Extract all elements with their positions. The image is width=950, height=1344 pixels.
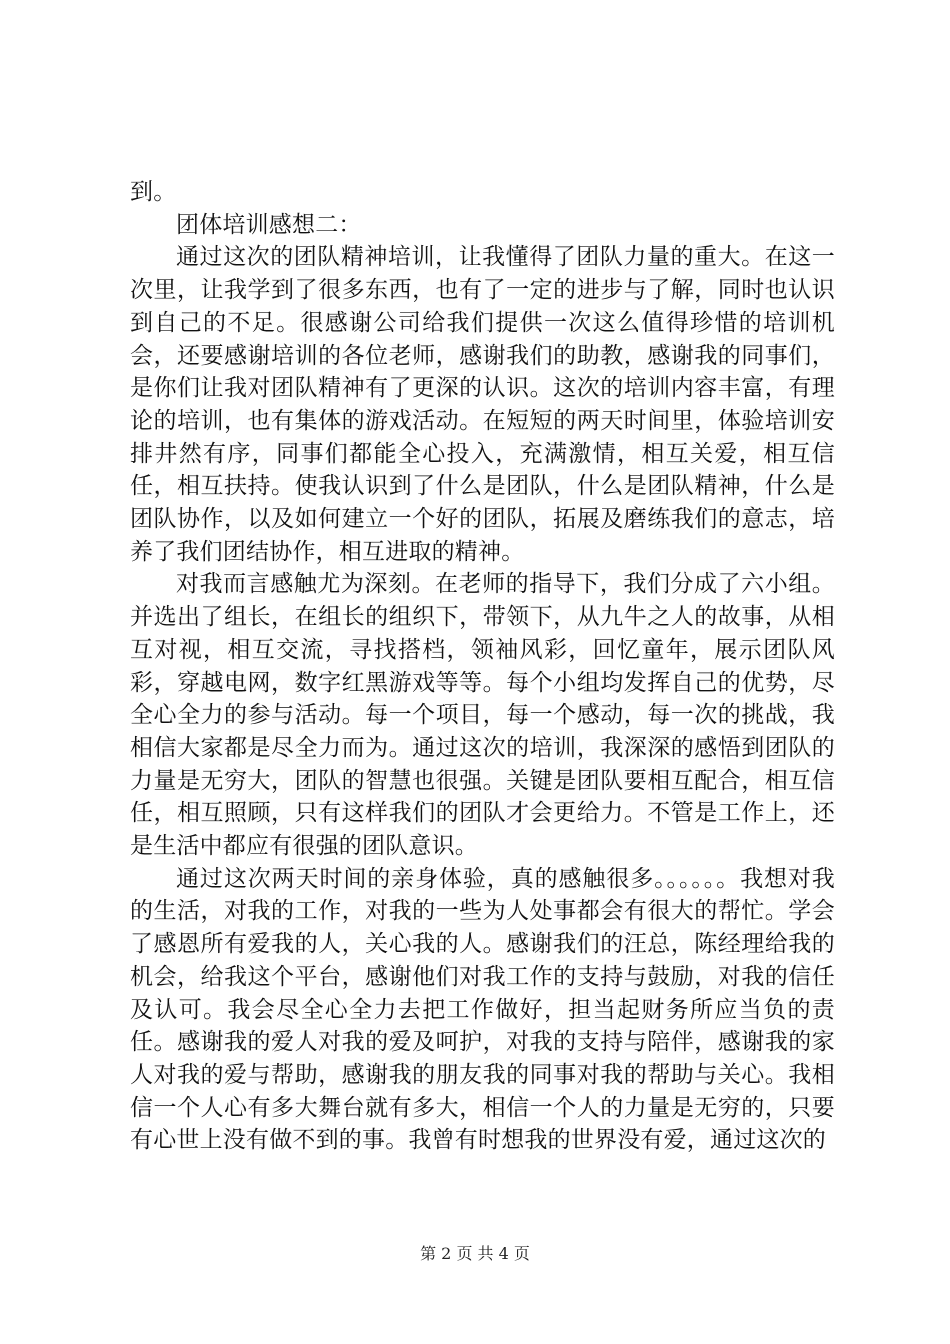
paragraph: 通过这次的团队精神培训，让我懂得了团队力量的重大。在这一次里，让我学到了很多东西，也有了一定的进步与了解，同时也认识到自己的不足。很感谢公司给我们提供一次这么值得珍惜的培训机会，还要感谢培训的各位老师，感谢我们的助教，感谢我的同事们，是你们让我对团队精神有了更深的认识。这次的培训内容丰富，有理论的培训，也有集体的游戏活动。在短短的两天时间里，体验培训安排井然有序，同事们都能全心投入，充满激情，相互关爱，相互信任，相互扶持。使我认识到了什么是团队，什么是团队精神，什么是团队协作，以及如何建立一个好的团队，拓展及磨练我们的意志，培养了我们团结协作，相互进取的精神。 (130, 244, 835, 565)
paragraph-continuation: 到。 (130, 179, 177, 205)
paragraph: 对我而言感触尤为深刻。在老师的指导下，我们分成了六小组。并选出了组长，在组长的组织下，带领下，从九牛之人的故事，从相互对视，相互交流，寻找搭档，领袖风彩，回忆童年，展示团队风彩，穿越电网，数字红黑游戏等等。每个小组均发挥自己的优势，尽全心全力的参与活动。每一个项目，每一个感动，每一次的挑战，我相信大家都是尽全力而为。通过这次的培训，我深深的感悟到团队的力量是无穷大，团队的智慧也很强。关键是团队要相互配合，相互信任，相互照顾，只有这样我们的团队才会更给力。不管是工作上，还是生活中都应有很强的团队意识。 (130, 571, 835, 860)
paragraph: 通过这次两天时间的亲身体验，真的感触很多。。。。。。我想对我的生活，对我的工作，对我的一些为人处事都会有很大的帮忙。学会了感恩所有爱我的人，关心我的人。感谢我们的汪总，陈经理给我的机会，给我这个平台，感谢他们对我工作的支持与鼓励，对我的信任及认可。我会尽全心全力去把工作做好，担当起财务所应当负的责任。感谢我的爱人对我的爱及呵护，对我的支持与陪伴，感谢我的家人对我的爱与帮助，感谢我的朋友我的同事对我的帮助与关心。我相信一个人心有多大舞台就有多大，相信一个人的力量是无穷的，只要有心世上没有做不到的事。我曾有时想我的世界没有爱，通过这次的 (130, 865, 835, 1154)
page-number-footer: 第 2 页 共 4 页 (420, 1244, 530, 1263)
document-body (130, 176, 835, 1157)
section-heading: 团体培训感想二： (176, 211, 362, 238)
